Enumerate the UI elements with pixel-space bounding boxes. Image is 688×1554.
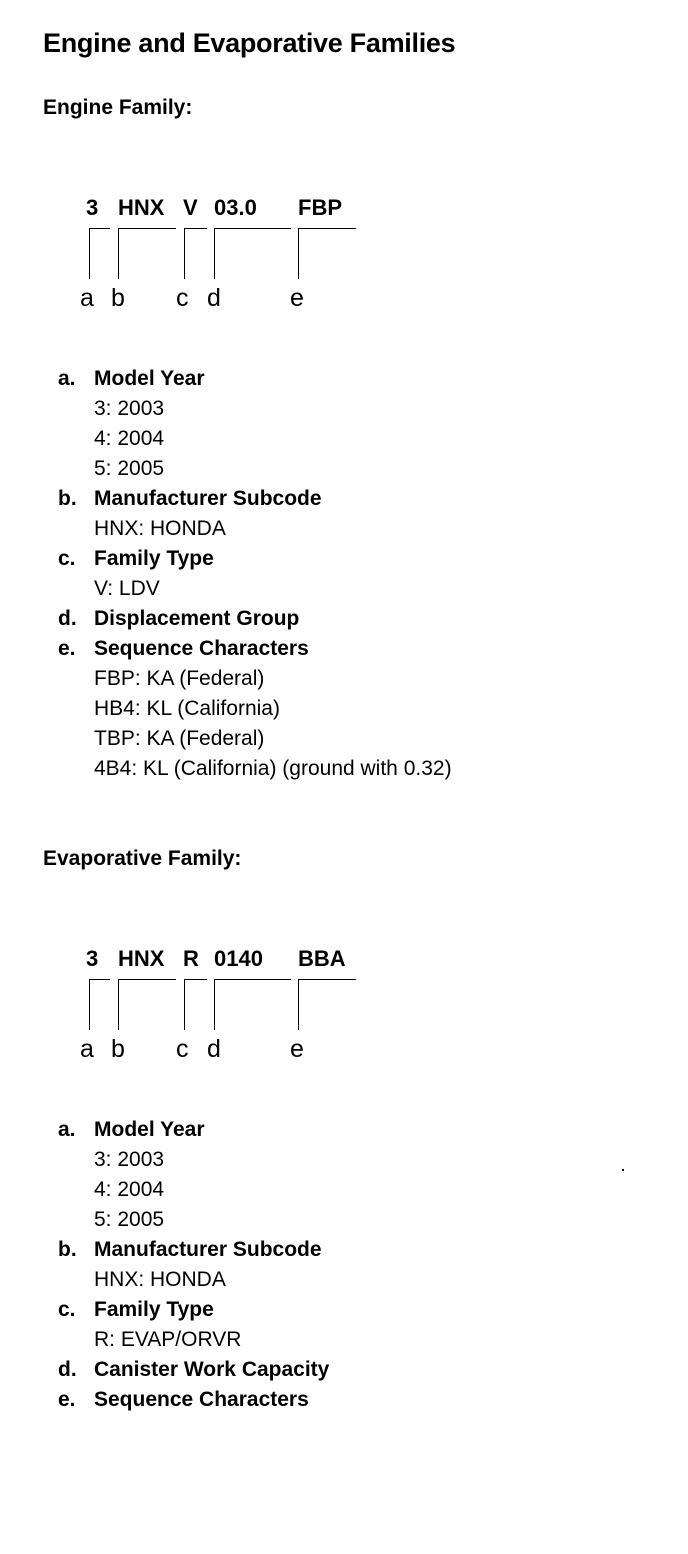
evap-bracket-b	[118, 979, 176, 1030]
def-name: Manufacturer Subcode	[94, 1238, 322, 1261]
evap-code-part-c: R	[183, 946, 199, 971]
evaporative-family-label: Evaporative Family:	[43, 847, 242, 870]
evap-letter-c: c	[176, 1035, 189, 1063]
def-value: HNX: HONDA	[94, 1268, 226, 1291]
def-name: Sequence Characters	[94, 1388, 309, 1411]
engine-family-label: Engine Family:	[43, 96, 193, 119]
def-key: a.	[58, 1118, 76, 1141]
evap-bracket-e	[298, 979, 356, 1030]
def-value: 5: 2005	[94, 457, 165, 480]
def-value: HNX: HONDA	[94, 517, 226, 540]
def-key: c.	[58, 547, 76, 570]
def-value: FBP: KA (Federal)	[94, 667, 265, 690]
def-name: Family Type	[94, 1298, 214, 1321]
def-value: HB4: KL (California)	[94, 697, 280, 720]
page-title: Engine and Evaporative Families	[43, 28, 456, 58]
def-key: c.	[58, 1298, 76, 1321]
engine-code-part-b: HNX	[118, 195, 165, 220]
evap-code-part-d: 0140	[214, 946, 263, 971]
evap-letter-d: d	[207, 1035, 221, 1063]
scan-speck	[622, 1169, 624, 1171]
engine-letter-e: e	[290, 284, 304, 312]
def-value: 3: 2003	[94, 397, 165, 420]
evap-bracket-d	[214, 979, 291, 1030]
engine-letter-c: c	[176, 284, 189, 312]
def-value: 3: 2003	[94, 1148, 165, 1171]
def-value: R: EVAP/ORVR	[94, 1328, 242, 1351]
def-name: Displacement Group	[94, 607, 300, 630]
def-name: Canister Work Capacity	[94, 1358, 330, 1381]
engine-bracket-d	[214, 228, 291, 279]
evap-code-part-e: BBA	[298, 946, 346, 971]
def-value: TBP: KA (Federal)	[94, 727, 265, 750]
engine-code-part-e: FBP	[298, 195, 342, 220]
def-value: 4: 2004	[94, 1178, 165, 1201]
engine-bracket-e	[298, 228, 356, 279]
engine-code-part-d: 03.0	[214, 195, 257, 220]
def-name: Model Year	[94, 1118, 205, 1141]
evap-letter-e: e	[290, 1035, 304, 1063]
def-key: d.	[58, 1358, 77, 1381]
engine-bracket-c	[184, 228, 207, 279]
def-name: Family Type	[94, 547, 214, 570]
engine-letter-d: d	[207, 284, 221, 312]
def-value: 4B4: KL (California) (ground with 0.32)	[94, 757, 452, 780]
def-name: Manufacturer Subcode	[94, 487, 322, 510]
evap-code-part-a: 3	[86, 946, 99, 971]
engine-letter-a: a	[80, 284, 94, 312]
evap-code-part-b: HNX	[118, 946, 165, 971]
def-name: Sequence Characters	[94, 637, 309, 660]
engine-bracket-a	[89, 228, 110, 279]
def-key: a.	[58, 367, 76, 390]
evap-letter-a: a	[80, 1035, 94, 1063]
engine-bracket-b	[118, 228, 176, 279]
def-key: e.	[58, 1388, 76, 1411]
def-value: V: LDV	[94, 577, 160, 600]
evap-bracket-c	[184, 979, 207, 1030]
evap-letter-b: b	[111, 1035, 125, 1063]
def-name: Model Year	[94, 367, 205, 390]
def-value: 4: 2004	[94, 427, 165, 450]
evap-bracket-a	[89, 979, 110, 1030]
engine-code-part-c: V	[183, 195, 198, 220]
def-key: d.	[58, 607, 77, 630]
def-key: e.	[58, 637, 76, 660]
def-key: b.	[58, 487, 77, 510]
def-value: 5: 2005	[94, 1208, 165, 1231]
engine-code-part-a: 3	[86, 195, 99, 220]
def-key: b.	[58, 1238, 77, 1261]
engine-letter-b: b	[111, 284, 125, 312]
